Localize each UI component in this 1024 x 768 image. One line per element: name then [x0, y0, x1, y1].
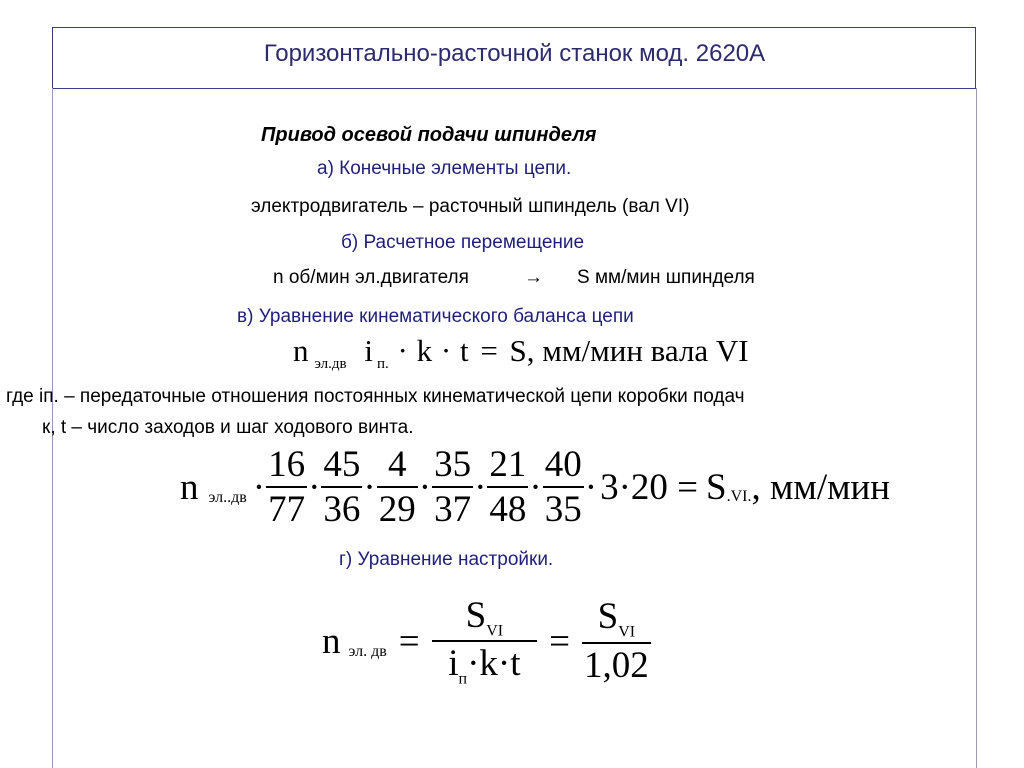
eq2-fraction-den: 35: [543, 486, 584, 531]
eq1-i: i: [364, 333, 373, 368]
eq3-den-i-sub: п: [458, 670, 468, 688]
eq3-equals-2: =: [549, 620, 570, 662]
section-heading: Привод осевой подачи шпинделя: [261, 124, 597, 146]
item-g: г) Уравнение настройки.: [339, 549, 554, 570]
eq2-fraction-den: 36: [321, 486, 362, 531]
eq2-s-sub: .VI.: [726, 488, 752, 505]
item-a: а) Конечные элементы цепи.: [317, 158, 572, 179]
eq1-n: n: [293, 333, 309, 368]
eq3-n-sub: эл. дв: [348, 643, 387, 660]
chain-ends: электродвигатель – расточный шпиндель (вал VI): [251, 196, 690, 217]
eq2-n-sub: эл..дв: [208, 489, 247, 506]
eq1-n-sub: эл.дв: [314, 356, 347, 373]
eq3-fraction-1: [432, 594, 537, 689]
eq2-fraction-den: 29: [377, 486, 418, 531]
eq1-dot2: ·: [440, 333, 452, 368]
where-line: где iп. – передаточные отношения постоянных кинематической цепи коробки подач: [6, 386, 745, 407]
eq2-fraction-num: 35: [434, 444, 472, 485]
item-b: б) Расчетное перемещение: [341, 232, 585, 253]
eq2-fraction-den: 48: [487, 486, 528, 531]
eq2-fraction: [321, 443, 362, 531]
eq2-fraction-num: 45: [323, 444, 361, 485]
eq2-fraction-den: 77: [266, 486, 307, 531]
eq2-tail: 3·20 =: [600, 466, 699, 508]
eq1-rhs: S, мм/мин вала VI: [509, 333, 749, 368]
eq3-numerator-1: [432, 594, 537, 640]
eq2-dot: ·: [363, 466, 376, 508]
eq1-equals: =: [480, 333, 498, 368]
eq2-fraction-num: 40: [544, 444, 582, 485]
eq2-n: n: [180, 466, 199, 508]
eq2-fraction: [543, 443, 584, 531]
eq3-denominator-2: 1,02: [582, 642, 651, 687]
numeric-balance-equation: [180, 442, 890, 532]
eq2-fraction-num: 4: [388, 444, 407, 485]
eq2-dot: ·: [418, 466, 432, 508]
eq2-fraction: [266, 443, 307, 531]
eq1-dot1: ·: [397, 333, 408, 368]
eq3-denominator-1: [432, 640, 537, 688]
eq2-dot: ·: [474, 466, 487, 508]
content-frame-right: [976, 88, 977, 768]
eq1-i-sub: п.: [377, 356, 389, 373]
eq3-den-i: i: [448, 643, 459, 684]
eq3-equals: =: [398, 620, 420, 662]
eq2-fraction-den: 37: [432, 486, 473, 531]
eq3-fraction-2: [582, 595, 651, 686]
tuning-equation: [322, 593, 651, 689]
motion-right: S мм/мин шпинделя: [577, 267, 755, 288]
eq3-num-s: S: [465, 594, 487, 636]
eq3-den-rest: ·k·t: [467, 643, 521, 684]
eq3-n: n: [322, 620, 341, 662]
eq1-t: t: [459, 333, 469, 368]
eq3-num-sub: VI: [486, 622, 504, 639]
eq2-fraction-num: 21: [489, 444, 527, 485]
eq2-dot: ·: [584, 466, 598, 508]
eq2-dot: ·: [529, 466, 542, 508]
eq2-s: S: [706, 466, 727, 508]
motion-arrow: →: [524, 267, 543, 288]
item-v: в) Уравнение кинематического баланса цепи: [237, 306, 634, 327]
title-frame-divider: [52, 88, 977, 89]
eq2-fraction: [377, 443, 418, 531]
eq2-fraction-num: 16: [268, 444, 306, 485]
eq2-dot: ·: [252, 466, 266, 508]
eq2-dot: ·: [308, 466, 321, 508]
kt-line: к, t – число заходов и шаг ходового винта.: [42, 417, 414, 438]
eq2-units: , мм/мин: [751, 466, 891, 508]
eq3-num2-sub: VI: [618, 623, 636, 641]
eq3-num2-s: S: [597, 596, 619, 638]
motion-left: n об/мин эл.двигателя: [273, 267, 469, 288]
eq2-fraction: [487, 443, 528, 531]
balance-equation: [293, 333, 749, 373]
eq1-k: k: [416, 333, 433, 368]
eq3-numerator-2: [582, 595, 651, 641]
eq2-fraction: [432, 443, 473, 531]
slide-title: Горизонтально-расточной станок мод. 2620А: [263, 40, 766, 67]
